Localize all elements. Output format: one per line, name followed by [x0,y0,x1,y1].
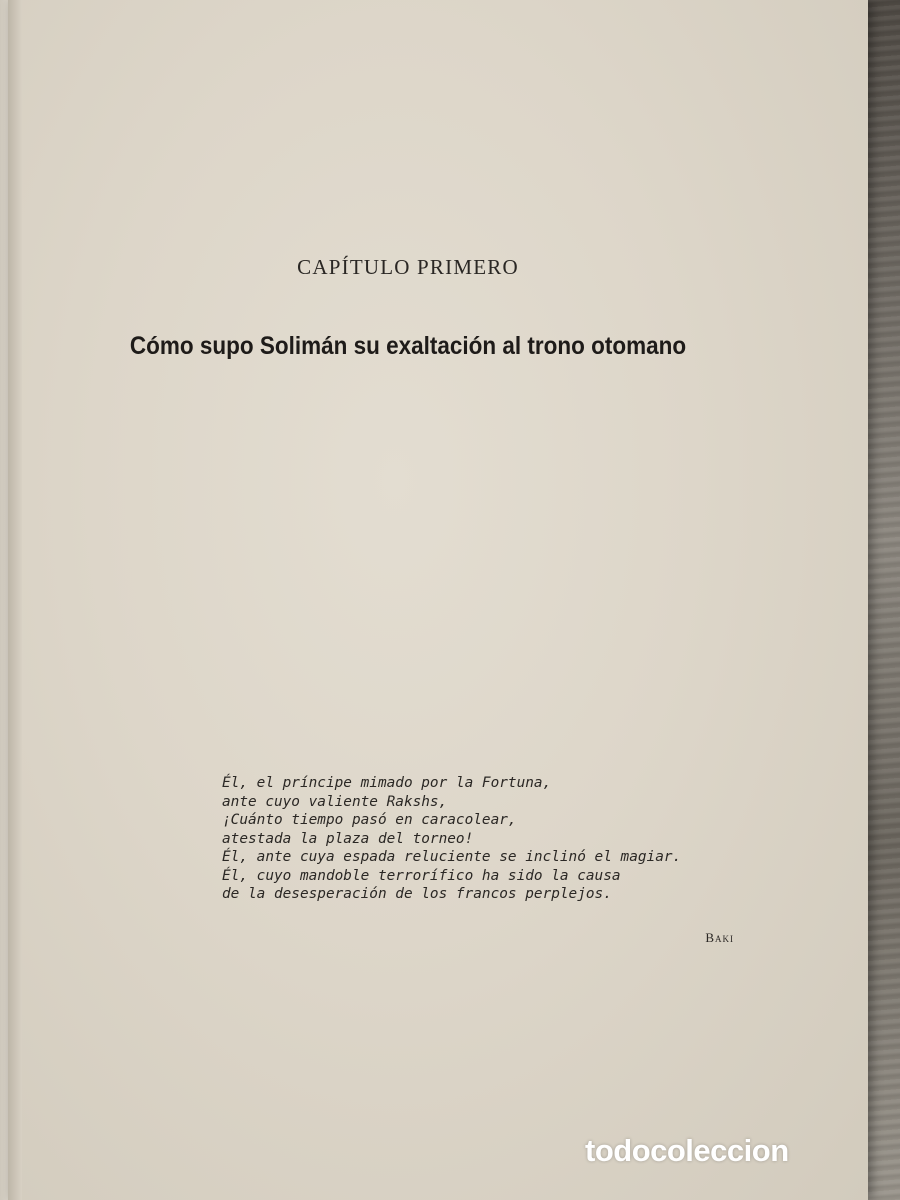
epigraph-line: ante cuyo valiente Rakshs, [222,793,448,810]
epigraph-line: Él, ante cuya espada reluciente se inclinó el magiar. [222,849,682,865]
chapter-heading: CAPÍTULO PRIMERO [297,255,519,279]
watermark-logo: todocoleccion [585,1133,789,1168]
book-page [8,0,868,1200]
epigraph-line: Él, cuyo mandoble terrorífico ha sido la causa [222,867,621,884]
epigraph-author: Baki [705,930,734,945]
epigraph-line: atestada la plaza del torneo! [222,830,474,847]
epigraph-line: de la desesperación de los francos perplejos. [222,886,612,902]
epigraph-line: ¡Cuánto tiempo pasó en caracolear, [222,812,517,828]
epigraph-line: Él, el príncipe mimado por la Fortuna, [222,775,552,791]
page-edge [8,0,22,1200]
chapter-title: Cómo supo Solimán su exaltación al trono otomano [129,332,687,360]
epigraph [222,774,742,904]
